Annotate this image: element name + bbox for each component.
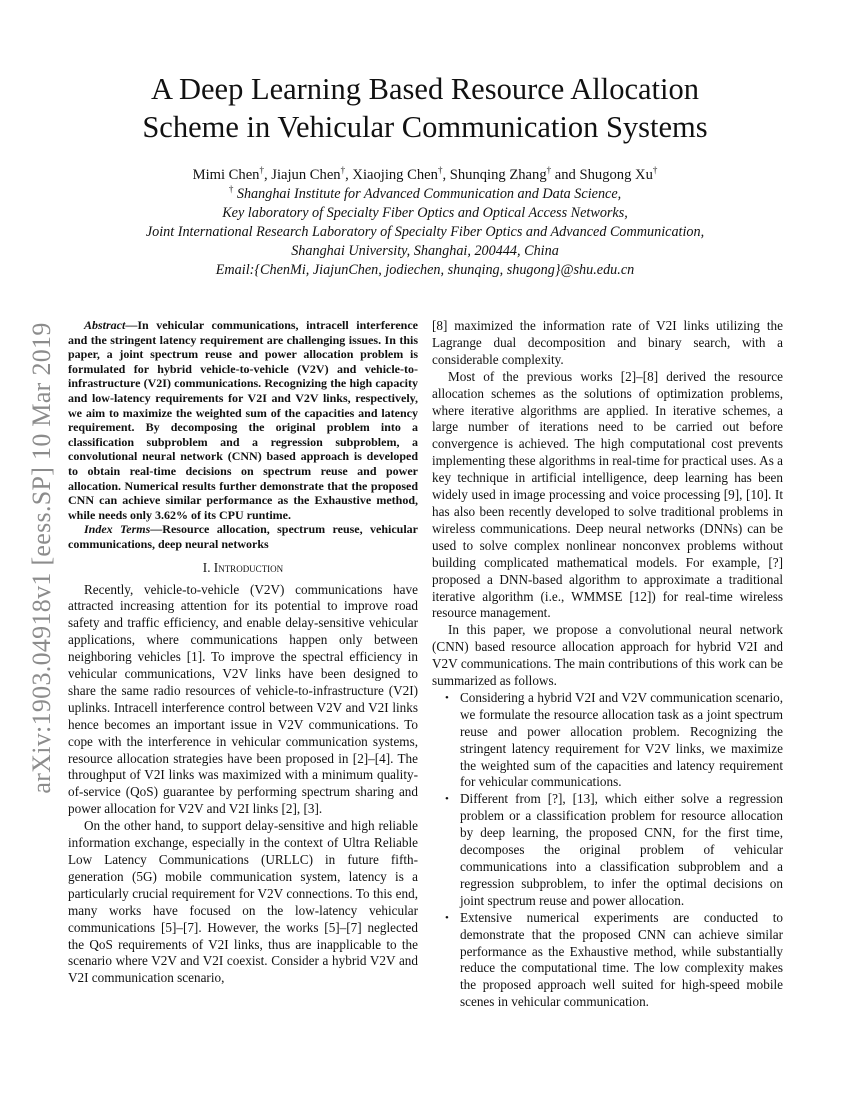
dagger-mark: † <box>437 165 443 175</box>
body-paragraph: On the other hand, to support delay-sensitive and high reliable information exchange, especially in the context of Ultra Reliable Low Latency Communications (URLLC) in future fifth-generation (5G) mobile communication system, latency is a particularly crucial requirement for V2V connections. To this end, many works have focused on the low-latency vehicular communications [5]–[7]. However, the works [5]–[7] neglected the QoS requirements of V2I links, thus are inapplicable to the scenario where V2V and V2I coexist. Consider a hybrid V2V and V2I communication scenario, <box>68 818 418 986</box>
list-item <box>432 690 783 791</box>
index-terms-label: Index Terms <box>84 522 151 537</box>
author-name: , Shunqing Zhang <box>442 167 547 183</box>
arxiv-sidebar <box>22 288 62 828</box>
body-paragraph: Recently, vehicle-to-vehicle (V2V) communications have attracted increasing attention for its potential to improve road safety and traffic efficiency, and enable delay-sensitive vehicular applications, where communications happen only between neighboring vehicles [1]. To improve the spectral efficiency in vehicular communications, V2V links have been designed to share the same radio resources of vehicle-to-infrastructure (V2I) uplinks. Intracell interference control between V2V and V2I links hence becomes an important issue in V2V communications. To cope with the interference in vehicular communication systems, resource allocation strategies have been proposed in [2]–[4]. The throughput of V2I links was maximized with a minimum quality-of-service (QoS) guarantee by performing spectrum sharing and power allocation for V2V and V2I links [2], [3]. <box>68 581 418 817</box>
dagger-mark: † <box>228 184 234 194</box>
affiliation-line: Shanghai University, Shanghai, 200444, China <box>291 243 559 259</box>
abstract <box>68 318 418 522</box>
paper-title <box>90 70 760 146</box>
author-name: and Shugong Xu <box>551 167 653 183</box>
section-heading <box>68 560 418 576</box>
author-name: , Jiajun Chen <box>263 167 341 183</box>
author-name: Mimi Chen <box>192 167 260 183</box>
dagger-mark: † <box>340 165 346 175</box>
bullet-icon: • <box>445 691 449 704</box>
contribution-list <box>432 690 783 1011</box>
index-terms-text: —Resource allocation, spectrum reuse, vehicular communications, deep neural networks <box>68 522 418 551</box>
bullet-icon: • <box>445 793 449 806</box>
author-list <box>90 166 760 185</box>
affiliation-line: Joint International Research Laboratory of Specialty Fiber Optics and Advanced Communication, <box>145 224 705 240</box>
bullet-icon: • <box>445 911 449 924</box>
dagger-mark: † <box>652 165 658 175</box>
left-column <box>68 318 418 987</box>
right-column <box>432 318 783 1011</box>
body-paragraph: [8] maximized the information rate of V2I links utilizing the Lagrange dual decomposition and binary search, with a considerable complexity. <box>432 318 783 367</box>
list-item <box>432 791 783 909</box>
title-line-2: Scheme in Vehicular Communication Systems <box>142 110 708 144</box>
affiliation-line: † Shanghai Institute for Advanced Communication and Data Science, <box>228 184 622 202</box>
body-paragraph: Most of the previous works [2]–[8] derived the resource allocation schemes as the solutions of optimization problems, where iterative algorithms are applied. In iterative schemes, a large number of iterations need to be carried out before convergence is achieved. The high computational cost prevents implementing these algorithms in real-time for practical uses. As a key technique in artificial intelligence, deep learning has been widely used in image processing and voice processing [9], [10]. It has also been recently developed to solve traditional problems in wireless communications. Deep neural networks (DNNs) can be used to solve complex nonlinear nonconvex problems without building complicated mathematical models. For example, [?] proposed a DNN-based algorithm to approximate a traditional iterative algorithm (i.e., WMMSE [12]) for real-time wireless resource management. <box>432 368 783 621</box>
dagger-mark: † <box>259 165 264 175</box>
list-item-text: Extensive numerical experiments are conducted to demonstrate that the proposed CNN can achieve similar performance as the Exhaustive method, while substantially reduce the computational time. The low complexity makes the proposed approach well suited for high-speed mobile scenes in vehicular communication. <box>460 909 783 1010</box>
section-numeral: I. <box>202 559 214 575</box>
affiliation-block <box>90 185 760 280</box>
affiliation-line: Key laboratory of Specialty Fiber Optics and Optical Access Networks, <box>222 205 628 221</box>
title-line-1: A Deep Learning Based Resource Allocation <box>151 72 699 106</box>
dagger-mark: † <box>546 165 552 175</box>
abstract-label: Abstract <box>84 318 126 332</box>
index-terms <box>68 522 418 551</box>
list-item <box>432 910 783 1011</box>
section-title: Introduction <box>213 559 284 575</box>
author-name: , Xiaojing Chen <box>345 167 438 183</box>
list-item-text: Considering a hybrid V2I and V2V communication scenario, we formulate the resource allocation task as a joint spectrum reuse and power allocation problem. Recognizing the stringent latency requirement for V2V links, we maximize the weighted sum of the capacities and latency requirement for vehicular communications. <box>460 689 783 790</box>
email-line: Email:{ChenMi, JiajunChen, jodiechen, shunqing, shugong}@shu.edu.cn <box>215 262 635 278</box>
abstract-text: —In vehicular communications, intracell interference and the stringent latency requirement are challenging issues. In this paper, a joint spectrum reuse and power allocation problem is formulated for hybrid vehicle-to-vehicle (V2V) and vehicle-to-infrastructure (V2I) communications. Recognizing the high capacity and low-latency requirements for V2I and V2V links, respectively, we aim to maximize the weighted sum of the capacities and latency requirement. By decomposing the original problem into a classification subproblem and a regression subproblem, a convolutional neural network (CNN) based approach is developed to obtain real-time decisions on spectrum reuse and power allocation. Numerical results further demonstrate that the proposed CNN can achieve similar performance as the Exhaustive method, while needs only 3.62% of its CPU runtime. <box>68 318 418 522</box>
arxiv-identifier: arXiv:1903.04918v1 [eess.SP] 10 Mar 2019 <box>27 322 56 794</box>
list-item-text: Different from [?], [13], which either solve a regression problem or a classification problem for resource allocation by deep learning, the proposed CNN, for the first time, decomposes the original problem of vehicular communications into a classification subproblem and a regression subproblem, to infer the optimal decisions on joint spectrum reuse and power allocation. <box>460 791 783 908</box>
body-paragraph: In this paper, we propose a convolutional neural network (CNN) based resource allocation approach for hybrid V2I and V2V communications. The main contributions of this work can be summarized as follows. <box>432 622 783 689</box>
